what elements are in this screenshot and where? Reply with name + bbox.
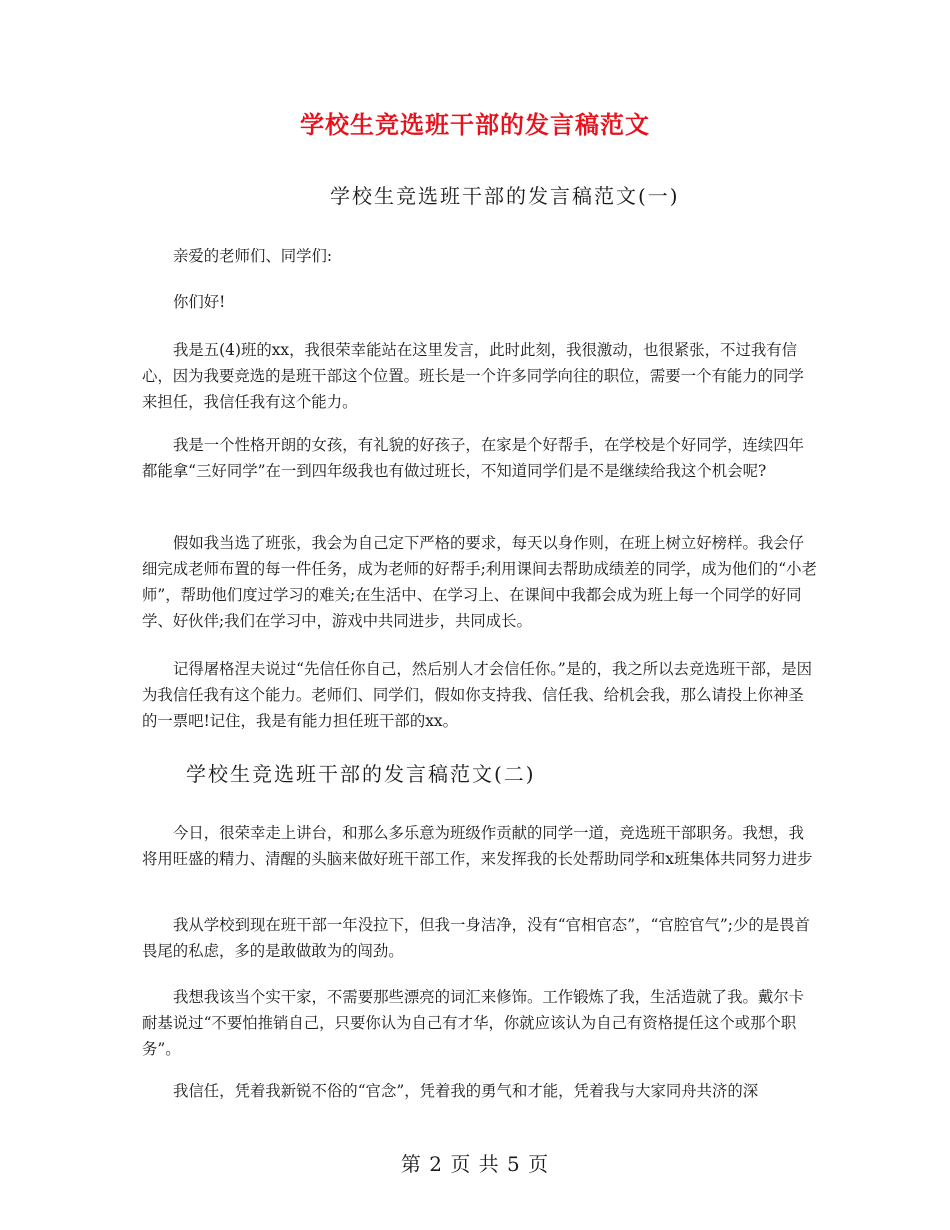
document-title: 学校生竞选班干部的发言稿范文 (300, 110, 650, 139)
greeting: 亲爱的老师们、同学们: (173, 247, 333, 265)
section-2-paragraph-3: 我想我该当个实干家，不需要那些漂亮的词汇来修饰。工作锻炼了我，生活造就了我。戴尔卡耐基说过“不要怕推销自己，只要你认为自己有才华，你就应该认为自己有资格提任这个或那个职务”。 (142, 988, 805, 1058)
section-1-paragraph-1: 我是五(4)班的xx，我很荣幸能站在这里发言，此时此刻，我很激动，也很紧张，不过我有信心，因为我要竞选的是班干部这个位置。班长是一个许多同学向往的职位，需要一个有能力的同学来担任，我信任我有这个能力。 (142, 341, 804, 411)
section-2-heading: 学校生竞选班干部的发言稿范文(二) (186, 762, 536, 786)
page-number: 第 2 页 共 5 页 (400, 1152, 550, 1176)
section-1-paragraph-4: 记得屠格涅夫说过“先信任你自己，然后别人才会信任你。”是的，我之所以去竞选班干部，是因为我信任我有这个能力。老师们、同学们，假如你支持我、信任我、给机会我，那么请投上你神圣的一票吧!记住，我是有能力担任班干部的xx。 (142, 660, 813, 730)
section-1-paragraph-3: 假如我当选了班张，我会为自己定下严格的要求，每天以身作则，在班上树立好榜样。我会仔细完成老师布置的每一件任务，成为老师的好帮手;利用课间去帮助成绩差的同学，成为他们的“小老师”，帮助他们度过学习的难关;在生活中、在学习上、在课间中我都会成为班上每一个同学的好同学、好伙伴;我们在学习中，游戏中共同进步，共同成长。 (142, 534, 817, 630)
hello-line: 你们好! (173, 293, 226, 311)
section-2-paragraph-4: 我信任，凭着我新锐不俗的“官念”，凭着我的勇气和才能，凭着我与大家同舟共济的深 (173, 1082, 759, 1100)
section-1-paragraph-2: 我是一个性格开朗的女孩，有礼貌的好孩子，在家是个好帮手，在学校是个好同学，连续四年都能拿“三好同学”在一到四年级我也有做过班长，不知道同学们是不是继续给我这个机会呢? (142, 436, 805, 480)
section-2-paragraph-2: 我从学校到现在班干部一年没拉下，但我一身洁净，没有“官相官态”，“官腔官气”;少的是畏首畏尾的私虑，多的是敢做敢为的闯劲。 (142, 916, 810, 960)
section-1-heading: 学校生竞选班干部的发言稿范文(一) (330, 184, 680, 208)
section-2-paragraph-1: 今日，很荣幸走上讲台，和那么多乐意为班级作贡献的同学一道，竞选班干部职务。我想，我将用旺盛的精力、清醒的头脑来做好班干部工作，来发挥我的长处帮助同学和x班集体共同努力进步 (142, 824, 813, 868)
